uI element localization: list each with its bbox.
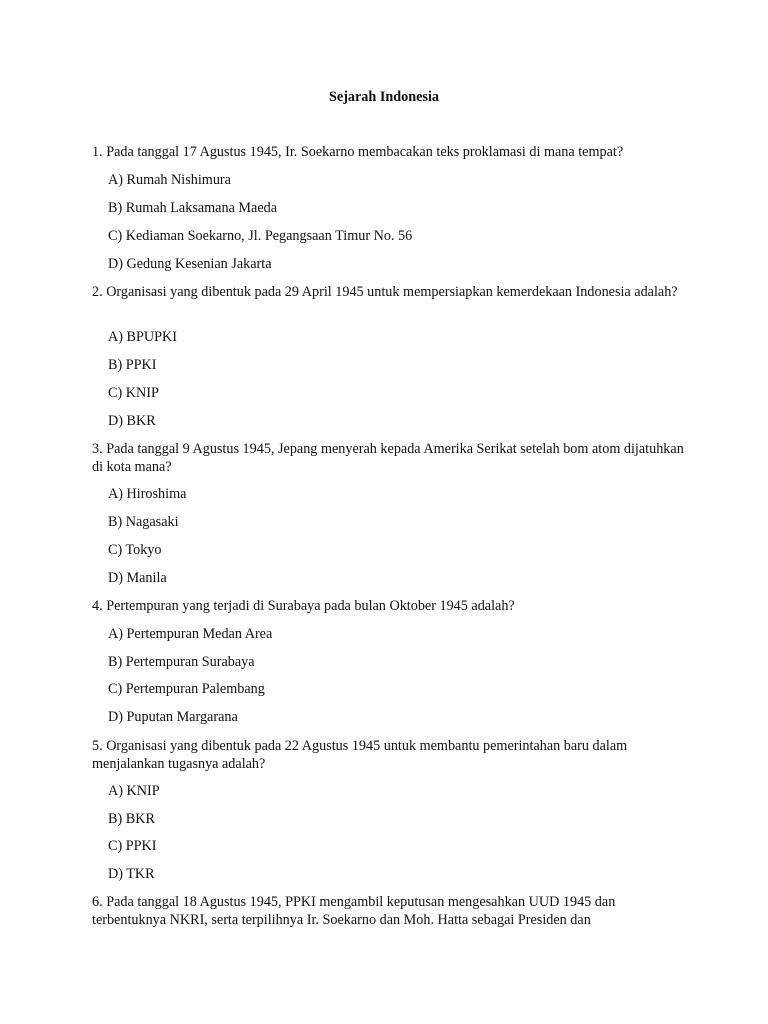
question-3-text: 3. Pada tanggal 9 Agustus 1945, Jepang menyerah kepada Amerika Serikat setelah bom atom dijatuhkan di kota mana?	[92, 441, 684, 475]
question-4-option-d: D) Puputan Margarana	[108, 709, 238, 725]
question-4-option-b: B) Pertempuran Surabaya	[108, 654, 255, 670]
question-2-option-c: C) KNIP	[108, 385, 159, 401]
question-1-option-d: D) Gedung Kesenian Jakarta	[108, 256, 272, 272]
question-4-text: 4. Pertempuran yang terjadi di Surabaya pada bulan Oktober 1945 adalah?	[92, 598, 515, 614]
question-2-option-d: D) BKR	[108, 413, 156, 429]
question-5-option-c: C) PPKI	[108, 838, 157, 854]
question-2-option-b: B) PPKI	[108, 357, 157, 373]
question-4-option-a: A) Pertempuran Medan Area	[108, 626, 273, 642]
question-1-option-b: B) Rumah Laksamana Maeda	[108, 200, 278, 216]
question-1-text: 1. Pada tanggal 17 Agustus 1945, Ir. Soekarno membacakan teks proklamasi di mana tempat?	[92, 144, 624, 160]
question-3-option-b: B) Nagasaki	[108, 514, 179, 530]
question-2-text: 2. Organisasi yang dibentuk pada 29 April 1945 untuk mempersiapkan kemerdekaan Indonesia adalah?	[92, 284, 678, 300]
question-4-option-c: C) Pertempuran Palembang	[108, 681, 265, 697]
question-2-option-a: A) BPUPKI	[108, 329, 177, 345]
question-5-option-d: D) TKR	[108, 866, 155, 882]
question-1-option-a: A) Rumah Nishimura	[108, 172, 231, 188]
question-6-text: 6. Pada tanggal 18 Agustus 1945, PPKI mengambil keputusan mengesahkan UUD 1945 dan terbentuknya NKRI, serta terpilihnya Ir. Soekarno dan Moh. Hatta sebagai Presiden dan	[92, 894, 616, 928]
question-3-option-d: D) Manila	[108, 570, 167, 586]
question-3-option-a: A) Hiroshima	[108, 486, 187, 502]
question-1-option-c: C) Kediaman Soekarno, Jl. Pegangsaan Timur No. 56	[108, 228, 413, 244]
question-5-option-b: B) BKR	[108, 811, 155, 827]
question-5-option-a: A) KNIP	[108, 783, 160, 799]
question-3-option-c: C) Tokyo	[108, 542, 162, 558]
document-title: Sejarah Indonesia	[329, 89, 439, 105]
question-5-text: 5. Organisasi yang dibentuk pada 22 Agustus 1945 untuk membantu pemerintahan baru dalam menjalankan tugasnya adalah?	[92, 738, 628, 772]
